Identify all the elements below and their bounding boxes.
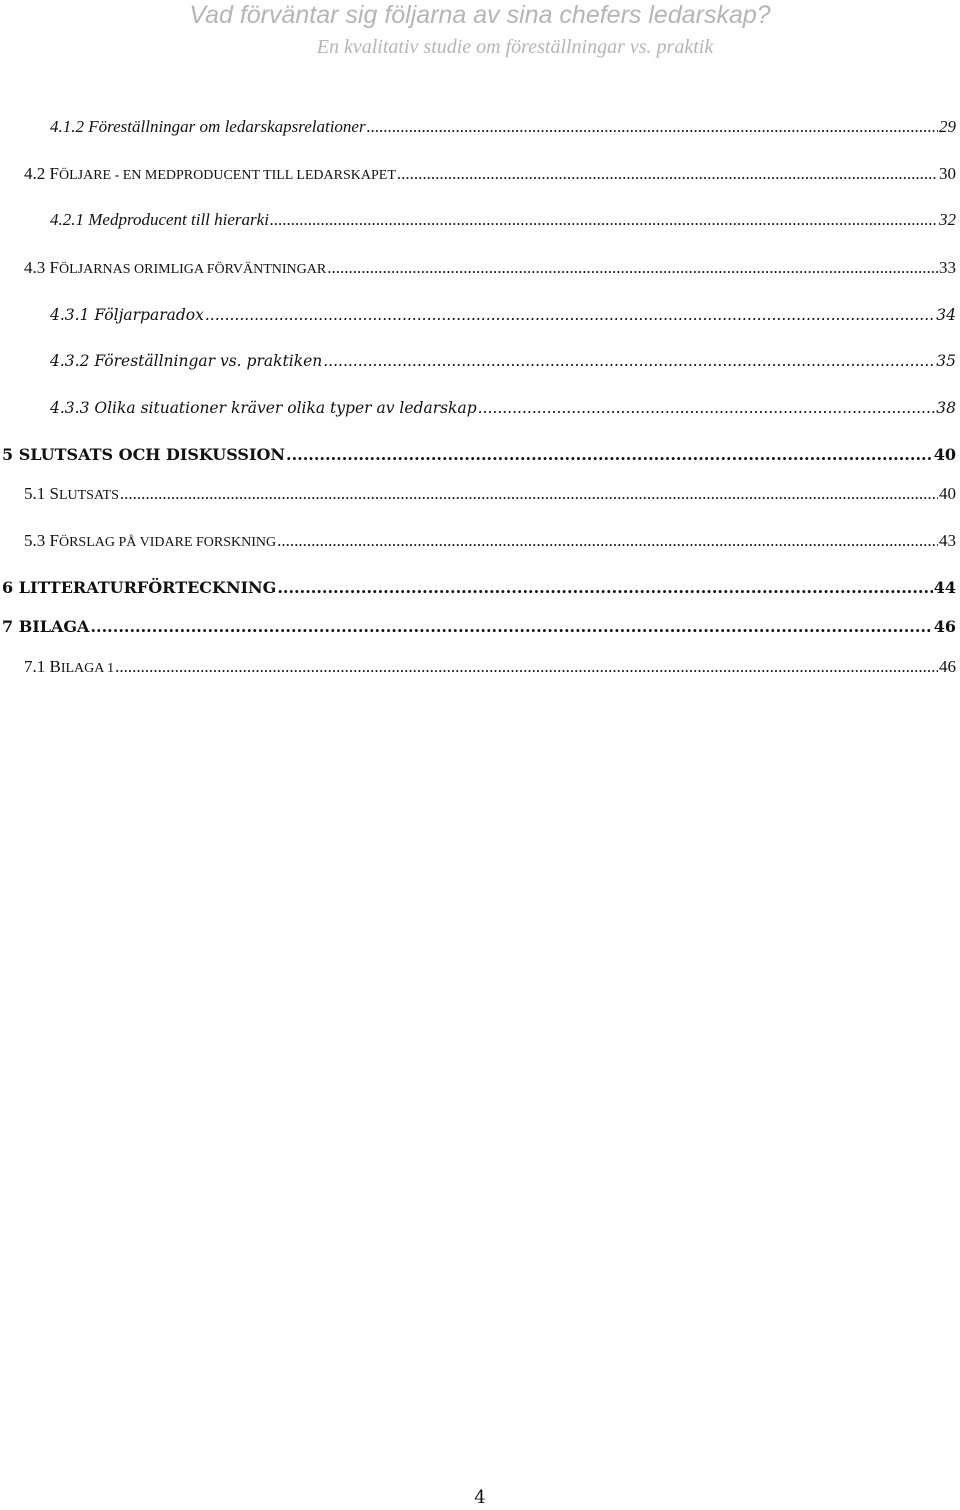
toc-entry-page: 40 bbox=[939, 484, 956, 503]
toc-dot-leader bbox=[327, 255, 938, 281]
toc-entry-4-1-2[interactable] bbox=[50, 114, 956, 140]
toc-entry-number: 7.1 bbox=[24, 657, 46, 676]
toc-entry-4-3[interactable] bbox=[24, 255, 956, 281]
toc-entry-title: Olika situationer kräver olika typer av ledarskap bbox=[94, 399, 477, 417]
running-header-title: Vad förväntar sig följarna av sina chefers ledarskap? bbox=[189, 1, 771, 29]
toc-dot-leader bbox=[323, 348, 935, 374]
toc-entry-page: 33 bbox=[939, 258, 956, 277]
page-number: 4 bbox=[474, 1487, 486, 1508]
toc-entry-number: 7 bbox=[2, 617, 14, 636]
toc-dot-leader bbox=[205, 302, 935, 328]
toc-entry-title: LITTERATURFÖRTECKNING bbox=[18, 578, 277, 597]
toc-entry-page: 43 bbox=[939, 531, 956, 550]
running-header-subtitle: En kvalitativ studie om föreställningar vs. praktik bbox=[316, 36, 714, 58]
toc-entry-title-rest: ÖLJARE - EN MEDPRODUCENT TILL LEDARSKAPET bbox=[58, 168, 396, 183]
toc-entry-title-rest: ÖRSLAG PÅ VIDARE FORSKNING bbox=[58, 535, 277, 550]
toc-entry-number: 5.1 bbox=[24, 484, 46, 503]
toc-entry-4-2-1[interactable] bbox=[50, 207, 956, 233]
toc-entry-title: SLUTSATS OCH DISKUSSION bbox=[18, 445, 285, 464]
toc-entry-page: 40 bbox=[933, 445, 956, 464]
toc-entry-title-initial: F bbox=[49, 531, 59, 550]
toc-entry-4-2[interactable] bbox=[24, 161, 956, 187]
toc-entry-title-rest: ILAGA 1 bbox=[60, 661, 115, 676]
toc-entry-number: 4.2.1 bbox=[50, 210, 84, 229]
toc-entry-number: 4.3.3 bbox=[50, 399, 90, 417]
toc-entry-title-rest: LUTSATS bbox=[58, 488, 119, 503]
toc-entry-page: 35 bbox=[936, 352, 956, 370]
toc-entry-number: 6 bbox=[2, 578, 14, 597]
toc-dot-leader bbox=[90, 614, 932, 640]
toc-entry-title-initial: S bbox=[49, 484, 59, 503]
toc-entry-page: 32 bbox=[939, 210, 956, 229]
toc-entry-number: 4.3.1 bbox=[50, 306, 90, 324]
toc-entry-number: 4.1.2 bbox=[50, 117, 84, 136]
toc-entry-title-initial: B bbox=[49, 657, 61, 676]
toc-entry-title-initial: F bbox=[49, 164, 59, 183]
toc-entry-page: 38 bbox=[936, 399, 956, 417]
toc-entry-number: 4.2 bbox=[24, 164, 46, 183]
toc-entry-7[interactable] bbox=[2, 614, 956, 640]
toc-entry-number: 4.3.2 bbox=[50, 352, 90, 370]
toc-entry-5-3[interactable] bbox=[24, 528, 956, 554]
toc-dot-leader bbox=[277, 528, 938, 554]
toc-entry-page: 44 bbox=[933, 578, 956, 597]
toc-entry-number: 5.3 bbox=[24, 531, 46, 550]
toc-entry-5[interactable] bbox=[2, 442, 956, 468]
toc-entry-page: 46 bbox=[939, 657, 956, 676]
toc-entry-title: BILAGA bbox=[18, 617, 90, 636]
toc-entry-title: Föreställningar vs. praktiken bbox=[94, 352, 323, 370]
toc-entry-title: Föreställningar om ledarskapsrelationer bbox=[88, 117, 366, 136]
toc-entry-title-rest: ÖLJARNAS ORIMLIGA FÖRVÄNTNINGAR bbox=[58, 262, 327, 277]
toc-dot-leader bbox=[277, 575, 932, 601]
toc-dot-leader bbox=[120, 481, 938, 507]
toc-entry-5-1[interactable] bbox=[24, 481, 956, 507]
toc-entry-page: 34 bbox=[936, 306, 956, 324]
toc-entry-page: 29 bbox=[939, 117, 956, 136]
toc-entry-page: 30 bbox=[939, 164, 956, 183]
toc-entry-title: Följarparadox bbox=[94, 306, 204, 324]
toc-entry-title: Medproducent till hierarki bbox=[88, 210, 269, 229]
toc-dot-leader bbox=[270, 207, 938, 233]
toc-entry-number: 5 bbox=[2, 445, 14, 464]
toc-entry-page: 46 bbox=[933, 617, 956, 636]
toc-dot-leader bbox=[115, 654, 938, 680]
toc-entry-number: 4.3 bbox=[24, 258, 46, 277]
toc-dot-leader bbox=[397, 161, 938, 187]
toc-entry-4-3-1[interactable] bbox=[50, 302, 956, 328]
toc-entry-4-3-3[interactable] bbox=[50, 395, 956, 421]
toc-dot-leader bbox=[367, 114, 938, 140]
toc-dot-leader bbox=[286, 442, 933, 468]
toc-entry-7-1[interactable] bbox=[24, 654, 956, 680]
toc-dot-leader bbox=[478, 395, 936, 421]
toc-entry-6[interactable] bbox=[2, 575, 956, 601]
toc-entry-title-initial: F bbox=[49, 258, 59, 277]
toc-entry-4-3-2[interactable] bbox=[50, 348, 956, 374]
